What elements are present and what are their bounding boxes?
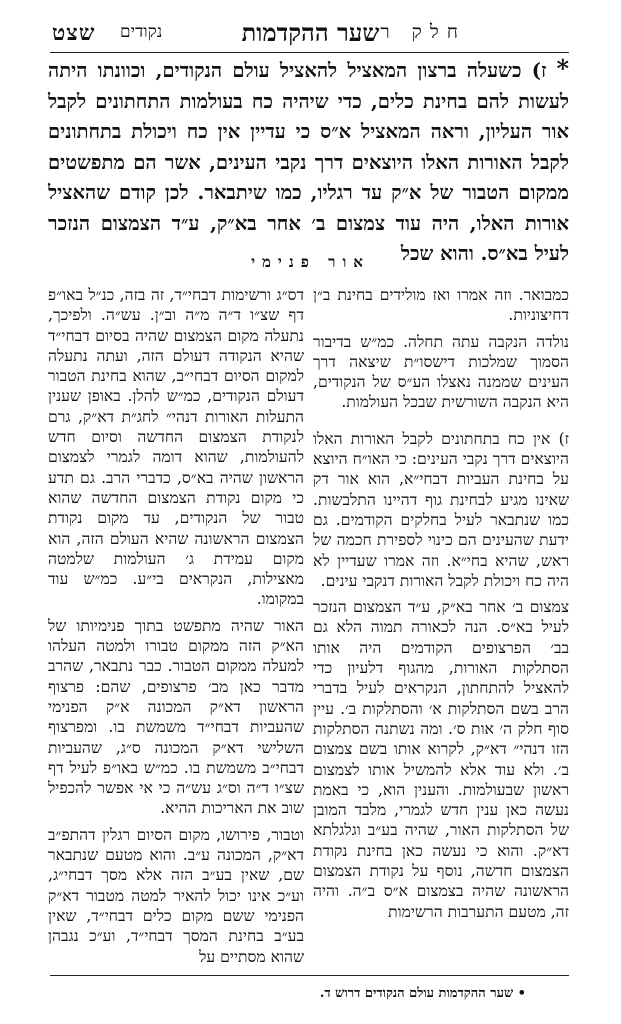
footnote-text: שער ההקדמות עולם הנקודים דרוש ד. — [319, 986, 514, 1001]
commentary-paragraph: צמצום ב׳ אחר בא״ק, ע״ד הצמצום הנזכר לעיל בא״ס. הנה לכאורה תמוה הלא גם בב׳ הפרצופים הקודמים היה אותו הסתלקות האורות, מהגוף דלעיון כדי להאציל להתחתון, הנקראים לעיל בדברי הרב בשם הסתלקות א׳ והסתלקות ב׳. עיין סוף חלק ה׳ אות ס׳. ומה נשתנה הסתלקות הזו דנהי״ דא״ק, לקרוא אותו בשם צמצום ב׳. ולא עוד אלא להמשיל אותו לצמצום ראשון שבעולמות. והענין הוא, כי באמת נעשה כאן ענין חדש לגמרי, מלבד המובן של הסתלקות האור, שהיה בע״ב וגלגלתא דא״ק. והוא כי נעשה כאן בחינת נקודת הצמצום חדשה, נוסף על נקודת הצמצום הראשונה שהיה בצמצום א״ס ב״ה. והיה זה, מטעם התערבות הרשימות — [313, 598, 569, 921]
main-paragraph: ז) כשעלה ברצון המאציל להאציל עולם הנקודים, וכוונתו היתה לעשות להם בחינת כלים, כדי שיהיה כח בעולמות התחתונים לקבל אור העליון, וראה המאציל א״ס כי עדיין אין כח ויכולת בתחתונים לקבל האורות האלו היוצאים דרך נקבי העינים, אשר הם מתפשטים ממקום הטבור של א״ק עד רגליו, כמו שיתבאר. לכן קודם שהאציל אורות האלו, היה עוד צמצום ב׳ אחר בא״ק, ע״ד הצמצום הנזכר לעיל בא״ס. והוא שכל — [48, 59, 569, 265]
paragraph-gap — [313, 419, 569, 429]
commentary-paragraph: האור שהיה מתפשט בתוך פנימיותו של הא״ק הזה ממקום טבורו ולמטה העלהו למעלה ממקום הטבור. כבר נתבאר, שהרב מדבר כאן מב׳ פרצופים, שהם: פרצוף הראשון דא״ק המכונה א״ק הפנימי שהעביות דבחי״ד משמשת בו. ומפרצוף השלישי דא״ק המכונה ס״ג, שהעביות דבחי״ב משמשת בו. כמ״ש באו״פ לעיל דף שצ״ו ד״ה וס״ג עש״ה כי אי אפשר להכפיל שוב את האריכות ההיא. — [48, 616, 304, 818]
page-number: שצט — [52, 20, 96, 46]
header-divider — [50, 52, 569, 53]
commentary-paragraph: נולדה הנקבה עתה תחלה. כמ״ש בדיבור הסמוך שמלכות דישסו״ת שיצאה דרך העינים שממנה נאצלו הע״ס של הנקודים, היא הנקבה השורשית שבכל העולמות. — [313, 332, 569, 412]
footnote-bullet: • — [513, 986, 526, 1001]
running-header — [0, 18, 621, 58]
commentary-title: אור פנימי — [251, 253, 370, 271]
part-label: חלק ר — [380, 21, 466, 43]
commentary-paragraph: כמבואר. וזה אמרו ואז מולידים בחינת ב״ן דחיצוניות. — [313, 286, 569, 325]
left-column — [48, 285, 304, 969]
footer-divider — [50, 975, 569, 976]
footnote-marker: * — [556, 54, 569, 83]
commentary-paragraph: ז) אין כח בתחתונים לקבל האורות האלו היוצאים דרך נקבי העינים: כי האו״ח היוצא על בחינת העביות דבחי״א, הוא אור דק שאינו מגיע לבחינת גוף דהיינו התלבשות. כמו שנתבאר לעיל בחלקים הקודמים. גם ידעת שהעינים הם כינוי לספירת חכמה של ראש, שהיא בחי״א. וזה אמרו שעדיין לא היה כח ויכולת לקבל האורות דנקבי עינים. — [313, 429, 569, 590]
main-text-block — [48, 54, 569, 270]
commentary-paragraph: וטבור, פירושו, מקום הסיום רגלין דהתפ״ב דא״ק, המכונה ע״ב. והוא מטעם שנתבאר שם, שאין בע״ב הזה אלא מסך דבחי״ג, וע״כ אינו יכול להאיר למטה מטבור דא״ק הפנימי ששם מקום כלים דבחי״ד, שאין בע״ב בחינת המסך דבחי״ד, וע״כ נגבהן שהוא מסתיים על — [48, 825, 304, 966]
commentary-paragraph: דס״ג ורשימות דבחי״ד, זה בזה, כנ״ל באו״פ דף שצ״ו ד״ה מ״ה וב״ן. עש״ה. ולפיכך, נתעלה מקום הצמצום שהיה בסיום דבחי״ד שהיא הנקודה דעולם הזה, ועתה נתעלה למקום הסיום דבחי״ב, שהוא בחינת הטבור דעולם הנקודים, כמ״ש להלן. באופן שענין התעלות האורות דנהי״ לחג״ת דא״ק, גרם לנקודת הצמצום החדשה וסיום חדש להעולמות, שהוא דומה לגמרי לצמצום הראשון שהיה בא״ס, כדברי הרב. גם תדע כי מקום נקודת הצמצום החדשה שהוא טבור של הנקודים, עד מקום נקודת הצמצום הראשונה שהיא העולם הזה, הוא מקום עמידת ג׳ העולמות שלמטה מאצילות, הנקראים בי״ע. כמ״ש עוד במקומו. — [48, 286, 304, 609]
footnote — [320, 985, 526, 1001]
section-name: נקודים — [120, 22, 163, 42]
book-title: שער ההקדמות — [241, 18, 380, 47]
commentary-columns — [48, 285, 569, 969]
right-column — [313, 285, 569, 969]
